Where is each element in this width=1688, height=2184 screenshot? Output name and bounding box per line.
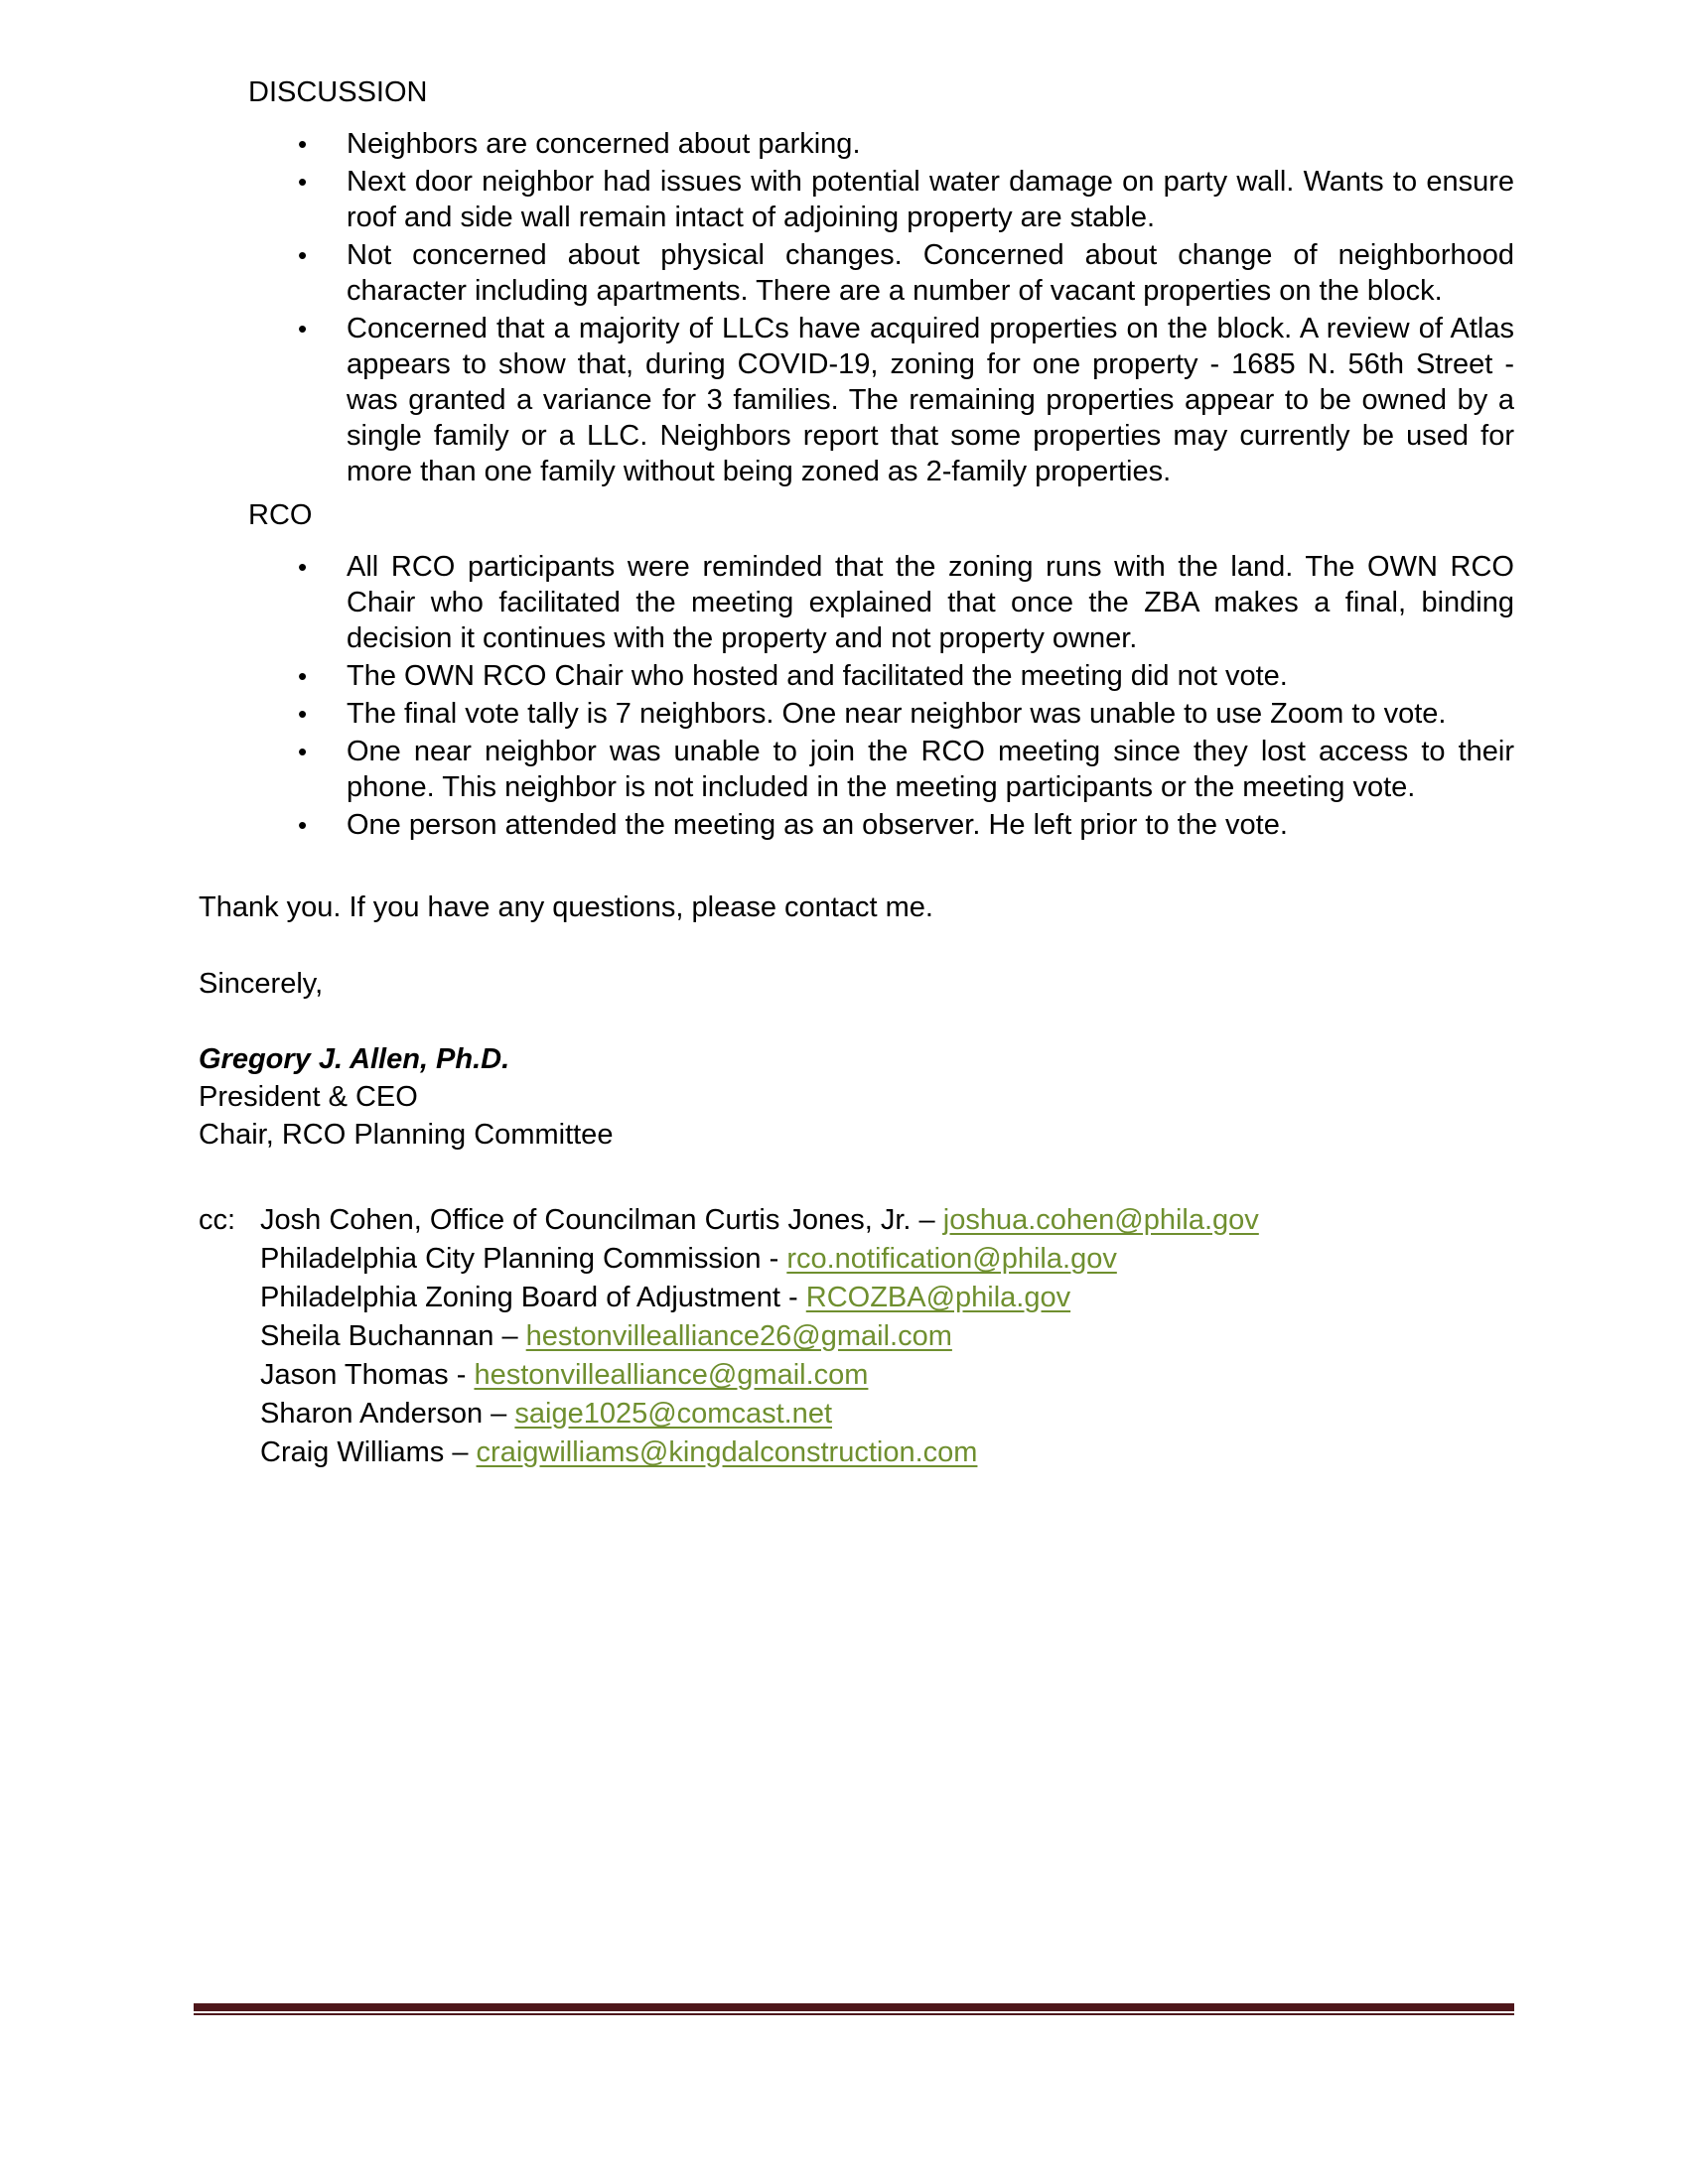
rco-heading: RCO: [248, 499, 313, 531]
cc-row: Jason Thomas - hestonvillealliance@gmail.com: [199, 1356, 1259, 1395]
cc-recipient-name: Josh Cohen, Office of Councilman Curtis Jones, Jr.: [260, 1204, 912, 1236]
cc-email-link[interactable]: hestonvillealliance26@gmail.com: [525, 1320, 952, 1352]
signer-title: President & CEO: [199, 1081, 418, 1113]
closing-salutation: Sincerely,: [199, 968, 324, 1000]
discussion-item: • Not concerned about physical changes. Concerned about change of neighborhood character including apartments. There are a number of vacant properties on the block.: [298, 239, 1514, 307]
bullet-icon: •: [298, 167, 308, 197]
rco-list: [248, 549, 1514, 845]
discussion-heading: DISCUSSION: [248, 76, 428, 108]
bullet-icon: •: [298, 699, 308, 729]
bullet-icon: •: [298, 129, 308, 159]
discussion-item: • Next door neighbor had issues with potential water damage on party wall. Wants to ensure roof and side wall remain intact of adjoining property are stable.: [298, 166, 1514, 233]
cc-recipient-name: Sharon Anderson: [260, 1398, 484, 1430]
cc-label: cc:: [199, 1204, 236, 1236]
cc-recipient-name: Philadelphia Zoning Board of Adjustment: [260, 1282, 780, 1313]
rco-item: • All RCO participants were reminded that the zoning runs with the land. The OWN RCO Chair who facilitated the meeting explained that once the ZBA makes a final, binding decision it continues with the property and not property owner.: [298, 551, 1514, 654]
cc-email-link[interactable]: hestonvillealliance@gmail.com: [474, 1359, 869, 1391]
cc-recipient-name: Philadelphia City Planning Commission: [260, 1243, 762, 1275]
cc-row: Philadelphia City Planning Commission - rco.notification@phila.gov: [199, 1240, 1259, 1279]
signer-role: Chair, RCO Planning Committee: [199, 1119, 614, 1151]
bullet-icon: •: [298, 737, 308, 766]
cc-row: Craig Williams – craigwilliams@kingdalconstruction.com: [199, 1433, 1259, 1472]
cc-row: cc: Josh Cohen, Office of Councilman Curtis Jones, Jr. – joshua.cohen@phila.gov: [199, 1201, 1259, 1240]
rco-item: • The final vote tally is 7 neighbors. One near neighbor was unable to use Zoom to vote.: [298, 698, 1447, 730]
rco-item: • One person attended the meeting as an observer. He left prior to the vote.: [298, 809, 1288, 841]
cc-list: [199, 1201, 1259, 1472]
cc-recipient-name: Jason Thomas: [260, 1359, 449, 1391]
signature-block: [199, 1040, 613, 1154]
cc-row: Philadelphia Zoning Board of Adjustment - RCOZBA@phila.gov: [199, 1279, 1259, 1317]
cc-recipient-name: Sheila Buchannan: [260, 1320, 494, 1352]
rco-item: • The OWN RCO Chair who hosted and facilitated the meeting did not vote.: [298, 660, 1288, 692]
bullet-icon: •: [298, 240, 308, 270]
discussion-item: • Concerned that a majority of LLCs have acquired properties on the block. A review of Atlas appears to show that, during COVID-19, zoning for one property - 1685 N. 56th Street - was granted a variance for 3 families. The remaining properties appear to be owned by a single family or a LLC. Neighbors report that some properties may currently be used for more than one family without being zoned as 2-family properties.: [298, 313, 1514, 487]
closing-thanks: Thank you. If you have any questions, please contact me.: [199, 891, 933, 923]
rco-item: • One near neighbor was unable to join the RCO meeting since they lost access to their phone. This neighbor is not included in the meeting participants or the meeting vote.: [298, 736, 1514, 803]
cc-row: Sheila Buchannan – hestonvillealliance26@gmail.com: [199, 1317, 1259, 1356]
cc-email-link[interactable]: RCOZBA@phila.gov: [805, 1282, 1071, 1313]
discussion-list: [248, 126, 1514, 491]
bullet-icon: •: [298, 314, 308, 343]
cc-email-link[interactable]: saige1025@comcast.net: [514, 1398, 832, 1430]
bullet-icon: •: [298, 810, 308, 840]
footer-divider: [194, 2003, 1514, 2015]
bullet-icon: •: [298, 661, 308, 691]
bullet-icon: •: [298, 552, 308, 582]
cc-row: Sharon Anderson – saige1025@comcast.net: [199, 1395, 1259, 1433]
cc-email-link[interactable]: rco.notification@phila.gov: [786, 1243, 1117, 1275]
cc-email-link[interactable]: craigwilliams@kingdalconstruction.com: [476, 1436, 978, 1468]
signer-name: Gregory J. Allen, Ph.D.: [199, 1043, 510, 1075]
cc-email-link[interactable]: joshua.cohen@phila.gov: [942, 1204, 1259, 1236]
discussion-item: • Neighbors are concerned about parking.: [298, 128, 861, 160]
cc-recipient-name: Craig Williams: [260, 1436, 445, 1468]
